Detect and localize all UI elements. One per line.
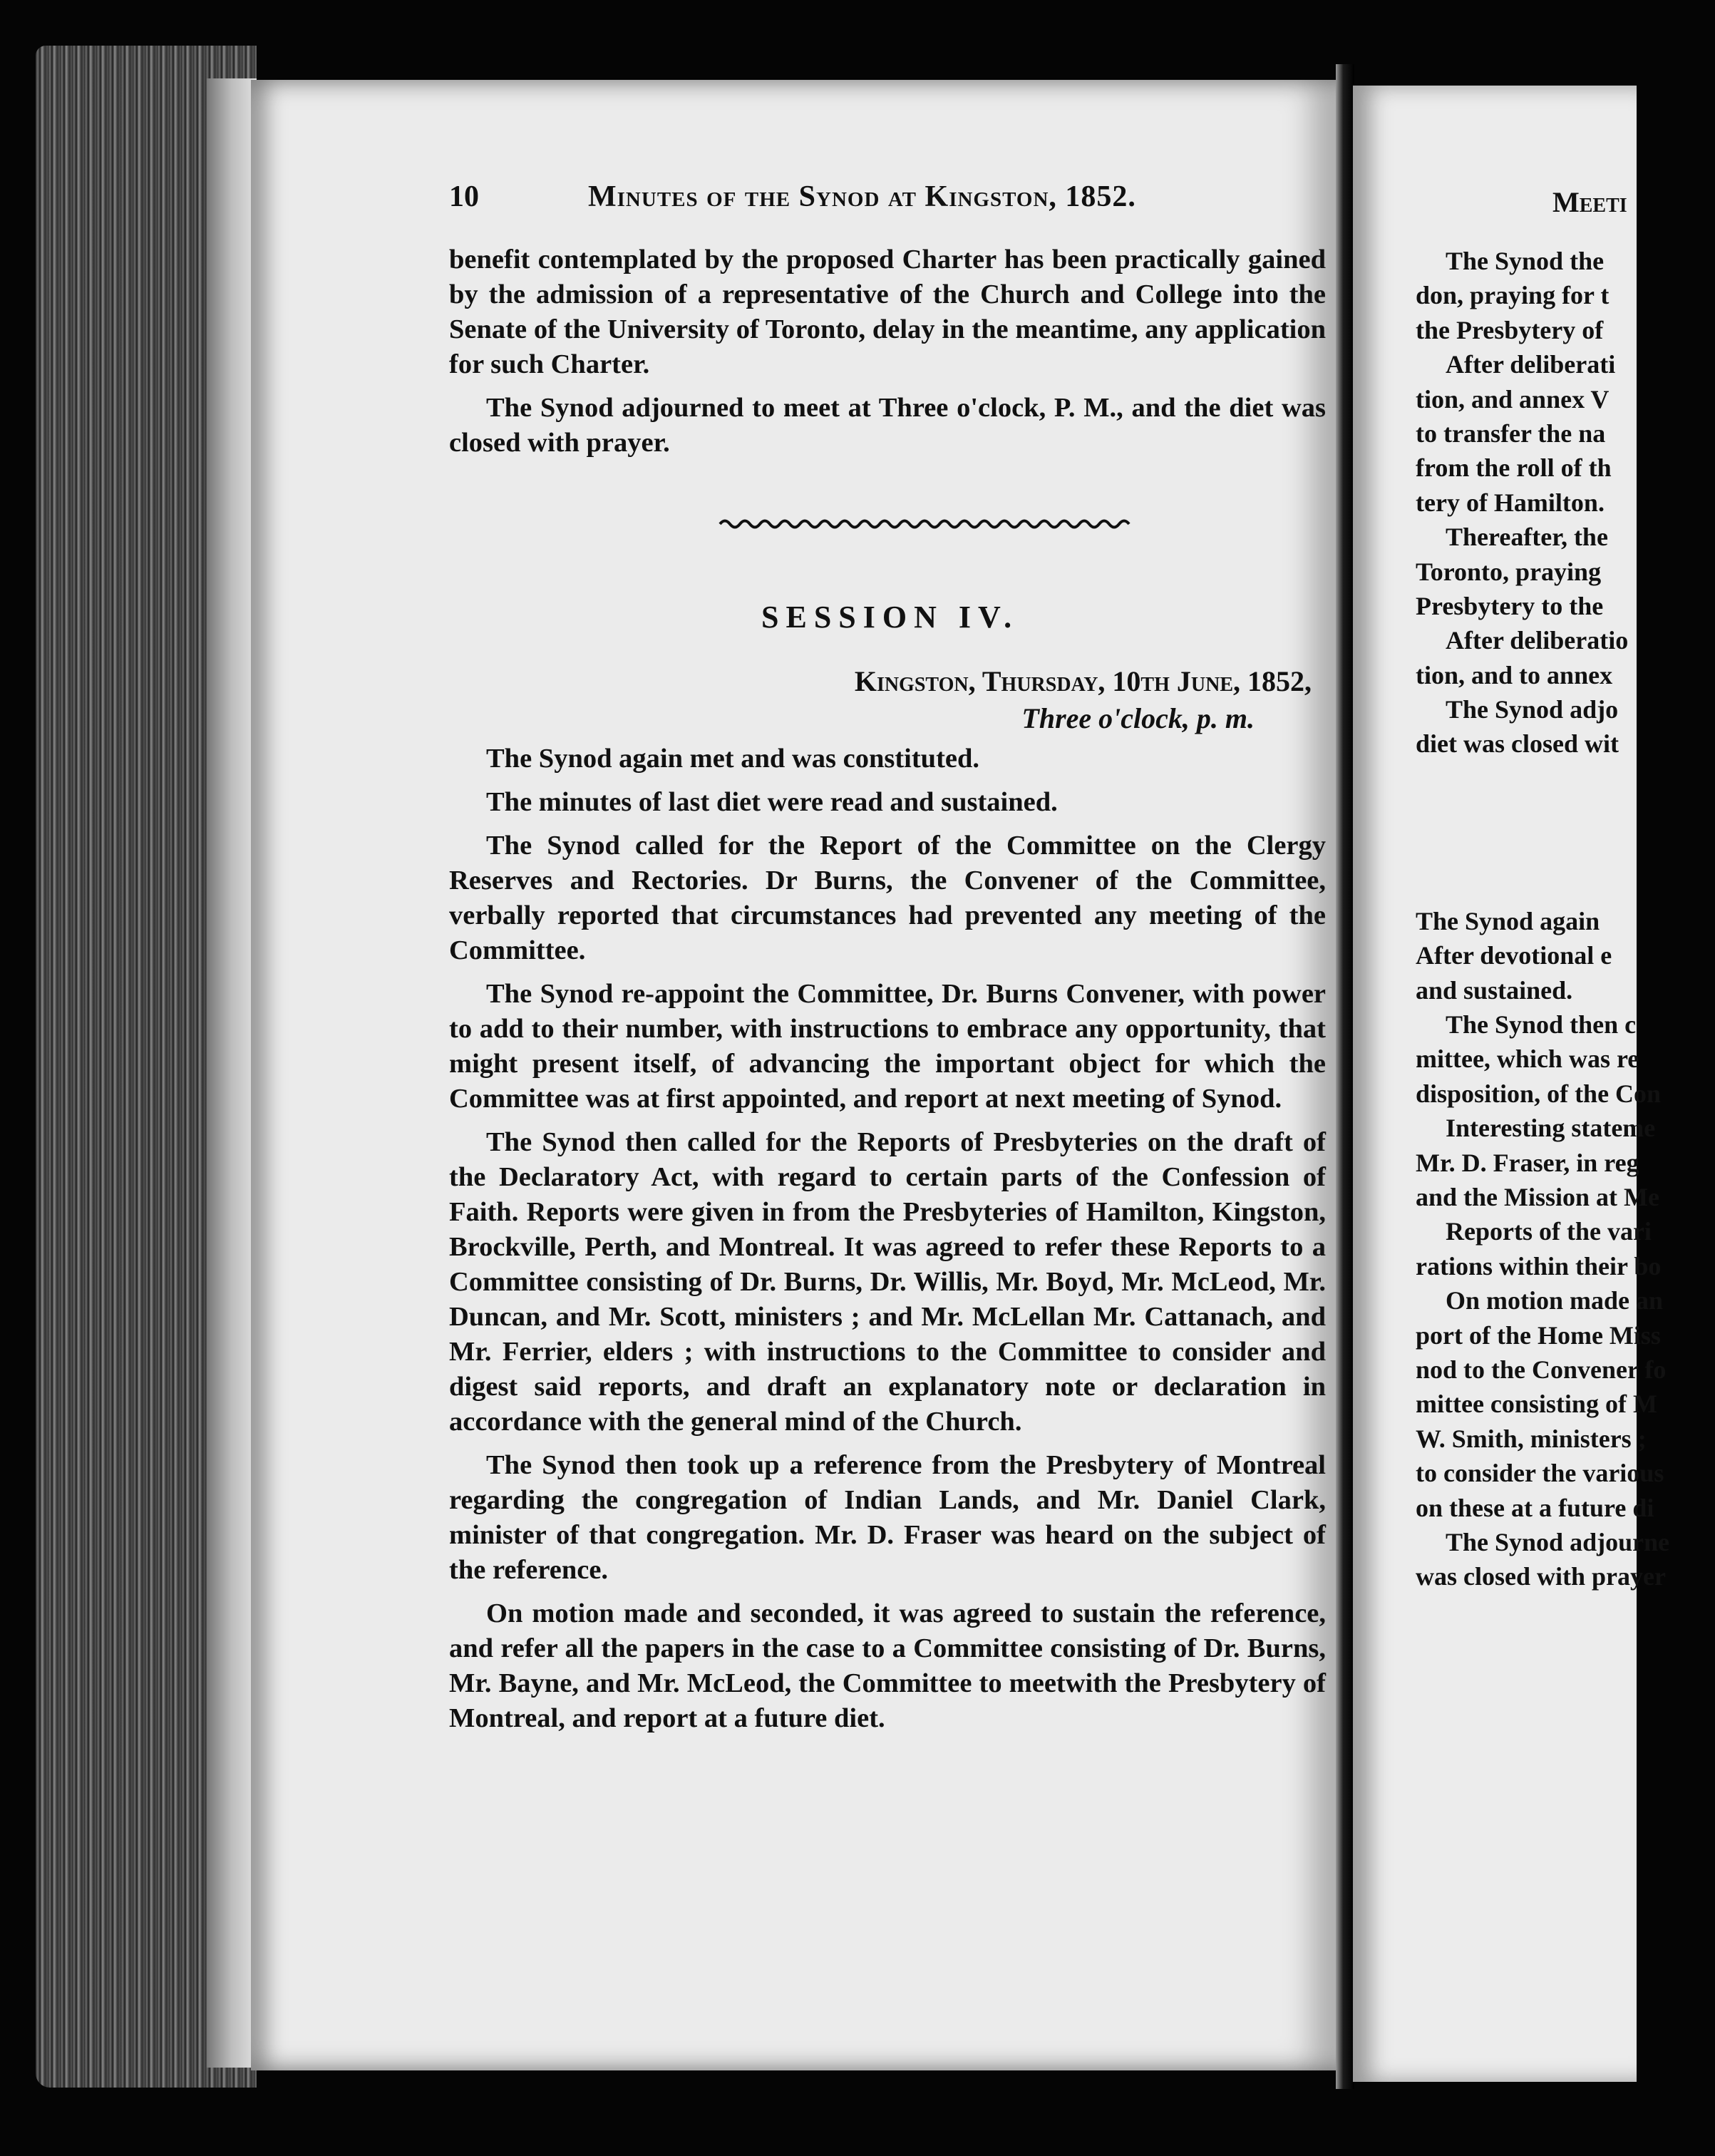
- right-page-line: to consider the various: [1416, 1459, 1664, 1488]
- session-dateline: [791, 663, 1312, 737]
- right-page-line: tion, and to annex: [1416, 660, 1613, 689]
- right-page-line: to transfer the na: [1416, 419, 1606, 448]
- paragraph: On motion made and seconded, it was agreed to sustain the reference, and refer all the papers in the case to a Committee consisting of Dr. Burns, Mr. Bayne, and Mr. McLeod, the Committee to meetwith the Presbytery of Montreal, and report at a future diet.: [449, 1598, 1326, 1733]
- right-page-line: Thereafter, the: [1446, 523, 1608, 552]
- section-gap: [1416, 761, 1715, 904]
- right-page-line: mittee, which was re: [1416, 1044, 1639, 1074]
- right-page-line: Presbytery to the: [1416, 591, 1604, 620]
- paragraph: The Synod then called for the Reports of Presbyteries on the draft of the Declaratory Act, with regard to certain parts of the Confession of Faith. Reports were given in from the Presbyteries of Hamilton, Kingston, Brockville, Perth, and Montreal. It was agreed to refer these Reports to a Committee consisting of Dr. Burns, Dr. Willis, Mr. Boyd, Mr. McLeod, Mr. Duncan, and Mr. Scott, ministers ; and Mr. McLellan Mr. Cattanach, and Mr. Ferrier, elders ; with instructions to the Committee to consider and digest said reports, and draft an explanatory note or declaration in accordance with the general mind of the Church.: [449, 1127, 1326, 1437]
- right-page-text: [1416, 244, 1715, 1594]
- right-page-line: rations within their bo: [1416, 1251, 1662, 1280]
- right-page-line: Toronto, praying: [1416, 557, 1602, 586]
- right-page-line: The Synod adjourne: [1446, 1527, 1670, 1556]
- right-page-line: The Synod the: [1446, 247, 1605, 275]
- right-page-line: On motion made an: [1446, 1286, 1664, 1315]
- right-page-line: Interesting stateme: [1446, 1114, 1656, 1143]
- right-page-line: mittee consisting of M: [1416, 1390, 1657, 1419]
- dateline-place: Kingston, Thursday, 10th June, 1852,: [854, 665, 1312, 697]
- right-page-line: and sustained.: [1416, 975, 1573, 1005]
- right-page-line: After devotional e: [1416, 941, 1612, 970]
- right-page-facing: [1353, 86, 1670, 2082]
- right-page-line: The Synod adjo: [1446, 695, 1619, 724]
- paragraph: The Synod re-appoint the Committee, Dr. Burns Convener, with power to add to their number, with instructions to embrace any opportunity, that might present itself, of advancing the important object for which the Committee was at first appointed, and report at next meeting of Synod.: [449, 979, 1326, 1114]
- wavy-rule-ornament: [720, 513, 1133, 535]
- right-page-line: Mr. D. Fraser, in reg: [1416, 1148, 1639, 1177]
- right-page-line: on these at a future di: [1416, 1493, 1654, 1522]
- right-page-line: disposition, of the Con: [1416, 1079, 1662, 1108]
- right-page-line: and the Mission at Me: [1416, 1182, 1659, 1211]
- paragraph: The Synod called for the Report of the Committee on the Clergy Reserves and Rectories. Dr Burns, the Convener of the Committee, verbally reported that circumstances had prevented any meeting of the Committee.: [449, 831, 1326, 965]
- right-page-line: don, praying for t: [1416, 281, 1610, 310]
- session-iii-ending: [449, 242, 1326, 469]
- right-page-line: The Synod then c: [1446, 1010, 1637, 1040]
- right-page-line: After deliberati: [1446, 350, 1616, 379]
- page-edge-highlight: [207, 78, 257, 2068]
- page-number: 10: [449, 180, 479, 213]
- right-page-line: was closed with prayer: [1416, 1562, 1666, 1591]
- right-page-line: The Synod again: [1416, 906, 1600, 935]
- paragraph: The minutes of last diet were read and sustained.: [486, 787, 1058, 817]
- right-page-line: from the roll of th: [1416, 453, 1612, 483]
- right-page-line: Reports of the vari: [1446, 1217, 1652, 1246]
- right-page-line: tery of Hamilton.: [1416, 488, 1605, 517]
- right-page-line: the Presbytery of: [1416, 315, 1604, 344]
- paragraph: The Synod again met and was constituted.: [486, 744, 980, 774]
- right-page-line: diet was closed wit: [1416, 729, 1619, 759]
- adjournment-paragraph: The Synod adjourned to meet at Three o'clock, P. M., and the diet was closed with prayer.: [449, 393, 1326, 458]
- right-running-head: Meeti: [1552, 186, 1627, 218]
- right-page-line: W. Smith, ministers ;: [1416, 1424, 1647, 1453]
- right-page-line: After deliberatio: [1446, 626, 1629, 655]
- paragraph: The Synod then took up a reference from the Presbytery of Montreal regarding the congregation of Indian Lands, and Mr. Daniel Clark, minister of that congregation. Mr. D. Fraser was heard on the subject of the reference.: [449, 1450, 1326, 1585]
- continuation-paragraph: benefit contemplated by the proposed Charter has been practically gained by the admission of a representative of the Church and College into the Senate of the University of Toronto, delay in the meantime, any application for such Charter.: [449, 245, 1326, 379]
- right-page-line: nod to the Convener fo: [1416, 1355, 1667, 1384]
- running-head-title: Minutes of the Synod at Kingston, 1852.: [588, 180, 1136, 213]
- session-heading: SESSION IV.: [761, 600, 1019, 635]
- session-iv-body: [449, 741, 1326, 1745]
- right-page-line: port of the Home Miss: [1416, 1320, 1661, 1350]
- book-gutter: [1336, 64, 1354, 2089]
- dateline-time: Three o'clock, p. m.: [1021, 702, 1255, 734]
- right-page-line: tion, and annex V: [1416, 384, 1610, 414]
